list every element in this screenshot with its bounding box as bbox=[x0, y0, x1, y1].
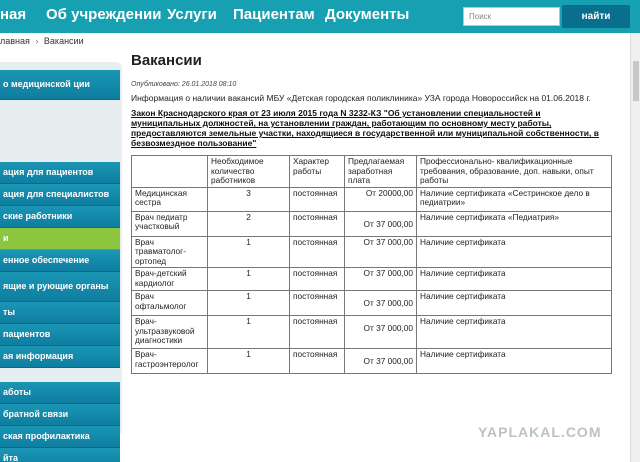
sidebar-item-other-info[interactable]: ая информация bbox=[0, 346, 120, 368]
cell-requirements: Наличие сертификата bbox=[417, 349, 612, 374]
cell-requirements: Наличие сертификата bbox=[417, 236, 612, 268]
sidebar-item-work[interactable]: аботы bbox=[0, 382, 120, 404]
breadcrumb-home[interactable]: лавная bbox=[0, 36, 30, 46]
sidebar-item-vacancies[interactable]: и bbox=[0, 228, 120, 250]
sidebar-item-site[interactable]: йта bbox=[0, 448, 120, 462]
cell-count: 2 bbox=[208, 211, 290, 236]
breadcrumb-current: Вакансии bbox=[43, 36, 84, 46]
cell-count: 1 bbox=[208, 349, 290, 374]
cell-position: Врач-гастроэнтеролог bbox=[132, 349, 208, 374]
cell-salary: От 37 000,00 bbox=[345, 211, 417, 236]
breadcrumb bbox=[0, 36, 84, 46]
scrollbar-thumb[interactable] bbox=[633, 61, 639, 101]
cell-requirements: Наличие сертификата «Сестринское дело в педиатрии» bbox=[417, 187, 612, 211]
table-row bbox=[132, 187, 612, 211]
cell-position: Врач офтальмолог bbox=[132, 291, 208, 316]
cell-count: 1 bbox=[208, 268, 290, 291]
header-count: Необходимое количество работников bbox=[208, 156, 290, 188]
cell-work-type: постоянная bbox=[290, 268, 345, 291]
sidebar-item-patient-info[interactable]: ация для пациентов bbox=[0, 162, 120, 184]
table-row bbox=[132, 349, 612, 374]
cell-position: Медицинская сестра bbox=[132, 187, 208, 211]
cell-count: 3 bbox=[208, 187, 290, 211]
nav-item-about[interactable]: Об учреждении bbox=[46, 6, 162, 23]
cell-count: 1 bbox=[208, 236, 290, 268]
sidebar-item-about-org[interactable]: о медицинской ции bbox=[0, 70, 120, 100]
cell-salary: От 37 000,00 bbox=[345, 268, 417, 291]
cell-work-type: постоянная bbox=[290, 316, 345, 349]
nav-item-patients[interactable]: Пациентам bbox=[233, 6, 315, 23]
nav-item-services[interactable]: Услуги bbox=[167, 6, 217, 23]
table-row bbox=[132, 316, 612, 349]
published-date: Опубликовано: 26.01.2018 08:10 bbox=[131, 81, 237, 88]
header-position bbox=[132, 156, 208, 188]
watermark-text: YAPLAKAL.COM bbox=[478, 424, 602, 440]
cell-salary: От 20000,00 bbox=[345, 187, 417, 211]
cell-count: 1 bbox=[208, 316, 290, 349]
cell-position: Врач педиатр участковый bbox=[132, 211, 208, 236]
sidebar-item-patients[interactable]: пациентов bbox=[0, 324, 120, 346]
nav-item-documents[interactable]: Документы bbox=[325, 6, 410, 23]
table-row bbox=[132, 291, 612, 316]
search-button[interactable]: найти bbox=[562, 5, 630, 28]
header-salary: Предлагаемая заработная плата bbox=[345, 156, 417, 188]
breadcrumb-separator: › bbox=[35, 36, 39, 46]
sidebar-item-supervisory-bodies[interactable]: ящие и рующие органы bbox=[0, 272, 120, 302]
cell-work-type: постоянная bbox=[290, 187, 345, 211]
page-title: Вакансии bbox=[131, 52, 202, 69]
sidebar-item-contacts[interactable]: ты bbox=[0, 302, 120, 324]
sidebar-item-medical-staff[interactable]: ские работники bbox=[0, 206, 120, 228]
table-header-row bbox=[132, 156, 612, 188]
cell-requirements: Наличие сертификата bbox=[417, 268, 612, 291]
cell-salary: От 37 000,00 bbox=[345, 291, 417, 316]
sidebar-item-feedback[interactable]: братной связи bbox=[0, 404, 120, 426]
cell-requirements: Наличие сертификата «Педиатрия» bbox=[417, 211, 612, 236]
nav-item-home[interactable]: ная bbox=[0, 6, 27, 23]
sidebar-item-specialist-info[interactable]: ация для специалистов bbox=[0, 184, 120, 206]
sidebar bbox=[0, 62, 122, 462]
cell-salary: От 37 000,00 bbox=[345, 349, 417, 374]
cell-count: 1 bbox=[208, 291, 290, 316]
table-row bbox=[132, 268, 612, 291]
law-reference-link[interactable]: Закон Краснодарского края от 23 июля 2015 года N 3232-КЗ "Об установлении специальностей и муниципальных должностей, на установлении граждан, работающим по основному месту работы, предоставляются земельные участки, находящиеся в государственной или муниципальной собственности, в безвозмездное пользование" bbox=[131, 108, 599, 148]
cell-salary: От 37 000,00 bbox=[345, 236, 417, 268]
table-row bbox=[132, 211, 612, 236]
cell-position: Врач-детский кардиолог bbox=[132, 268, 208, 291]
header-work-type: Характер работы bbox=[290, 156, 345, 188]
sidebar-item-prevention[interactable]: ская профилактика bbox=[0, 426, 120, 448]
header-requirements: Профессионально- квалификационные требования, образование, доп. навыки, опыт работы bbox=[417, 156, 612, 188]
page-scrollbar[interactable] bbox=[630, 33, 640, 462]
cell-position: Врач травматолог-ортопед bbox=[132, 236, 208, 268]
cell-position: Врач-ультразвуковой диагностики bbox=[132, 316, 208, 349]
table-row bbox=[132, 236, 612, 268]
cell-work-type: постоянная bbox=[290, 349, 345, 374]
cell-salary: От 37 000,00 bbox=[345, 316, 417, 349]
cell-work-type: постоянная bbox=[290, 211, 345, 236]
top-navigation-bar bbox=[0, 0, 640, 33]
intro-text: Информация о наличии вакансий МБУ «Детская городская поликлиника» УЗА города Новороссийск на 01.06.2018 г. bbox=[131, 93, 591, 103]
cell-requirements: Наличие сертификата bbox=[417, 316, 612, 349]
cell-requirements: Наличие сертификата bbox=[417, 291, 612, 316]
sidebar-item-provision[interactable]: енное обеспечение bbox=[0, 250, 120, 272]
search-input[interactable]: Поиск bbox=[463, 7, 560, 26]
cell-work-type: постоянная bbox=[290, 291, 345, 316]
cell-work-type: постоянная bbox=[290, 236, 345, 268]
vacancies-table bbox=[131, 155, 612, 374]
